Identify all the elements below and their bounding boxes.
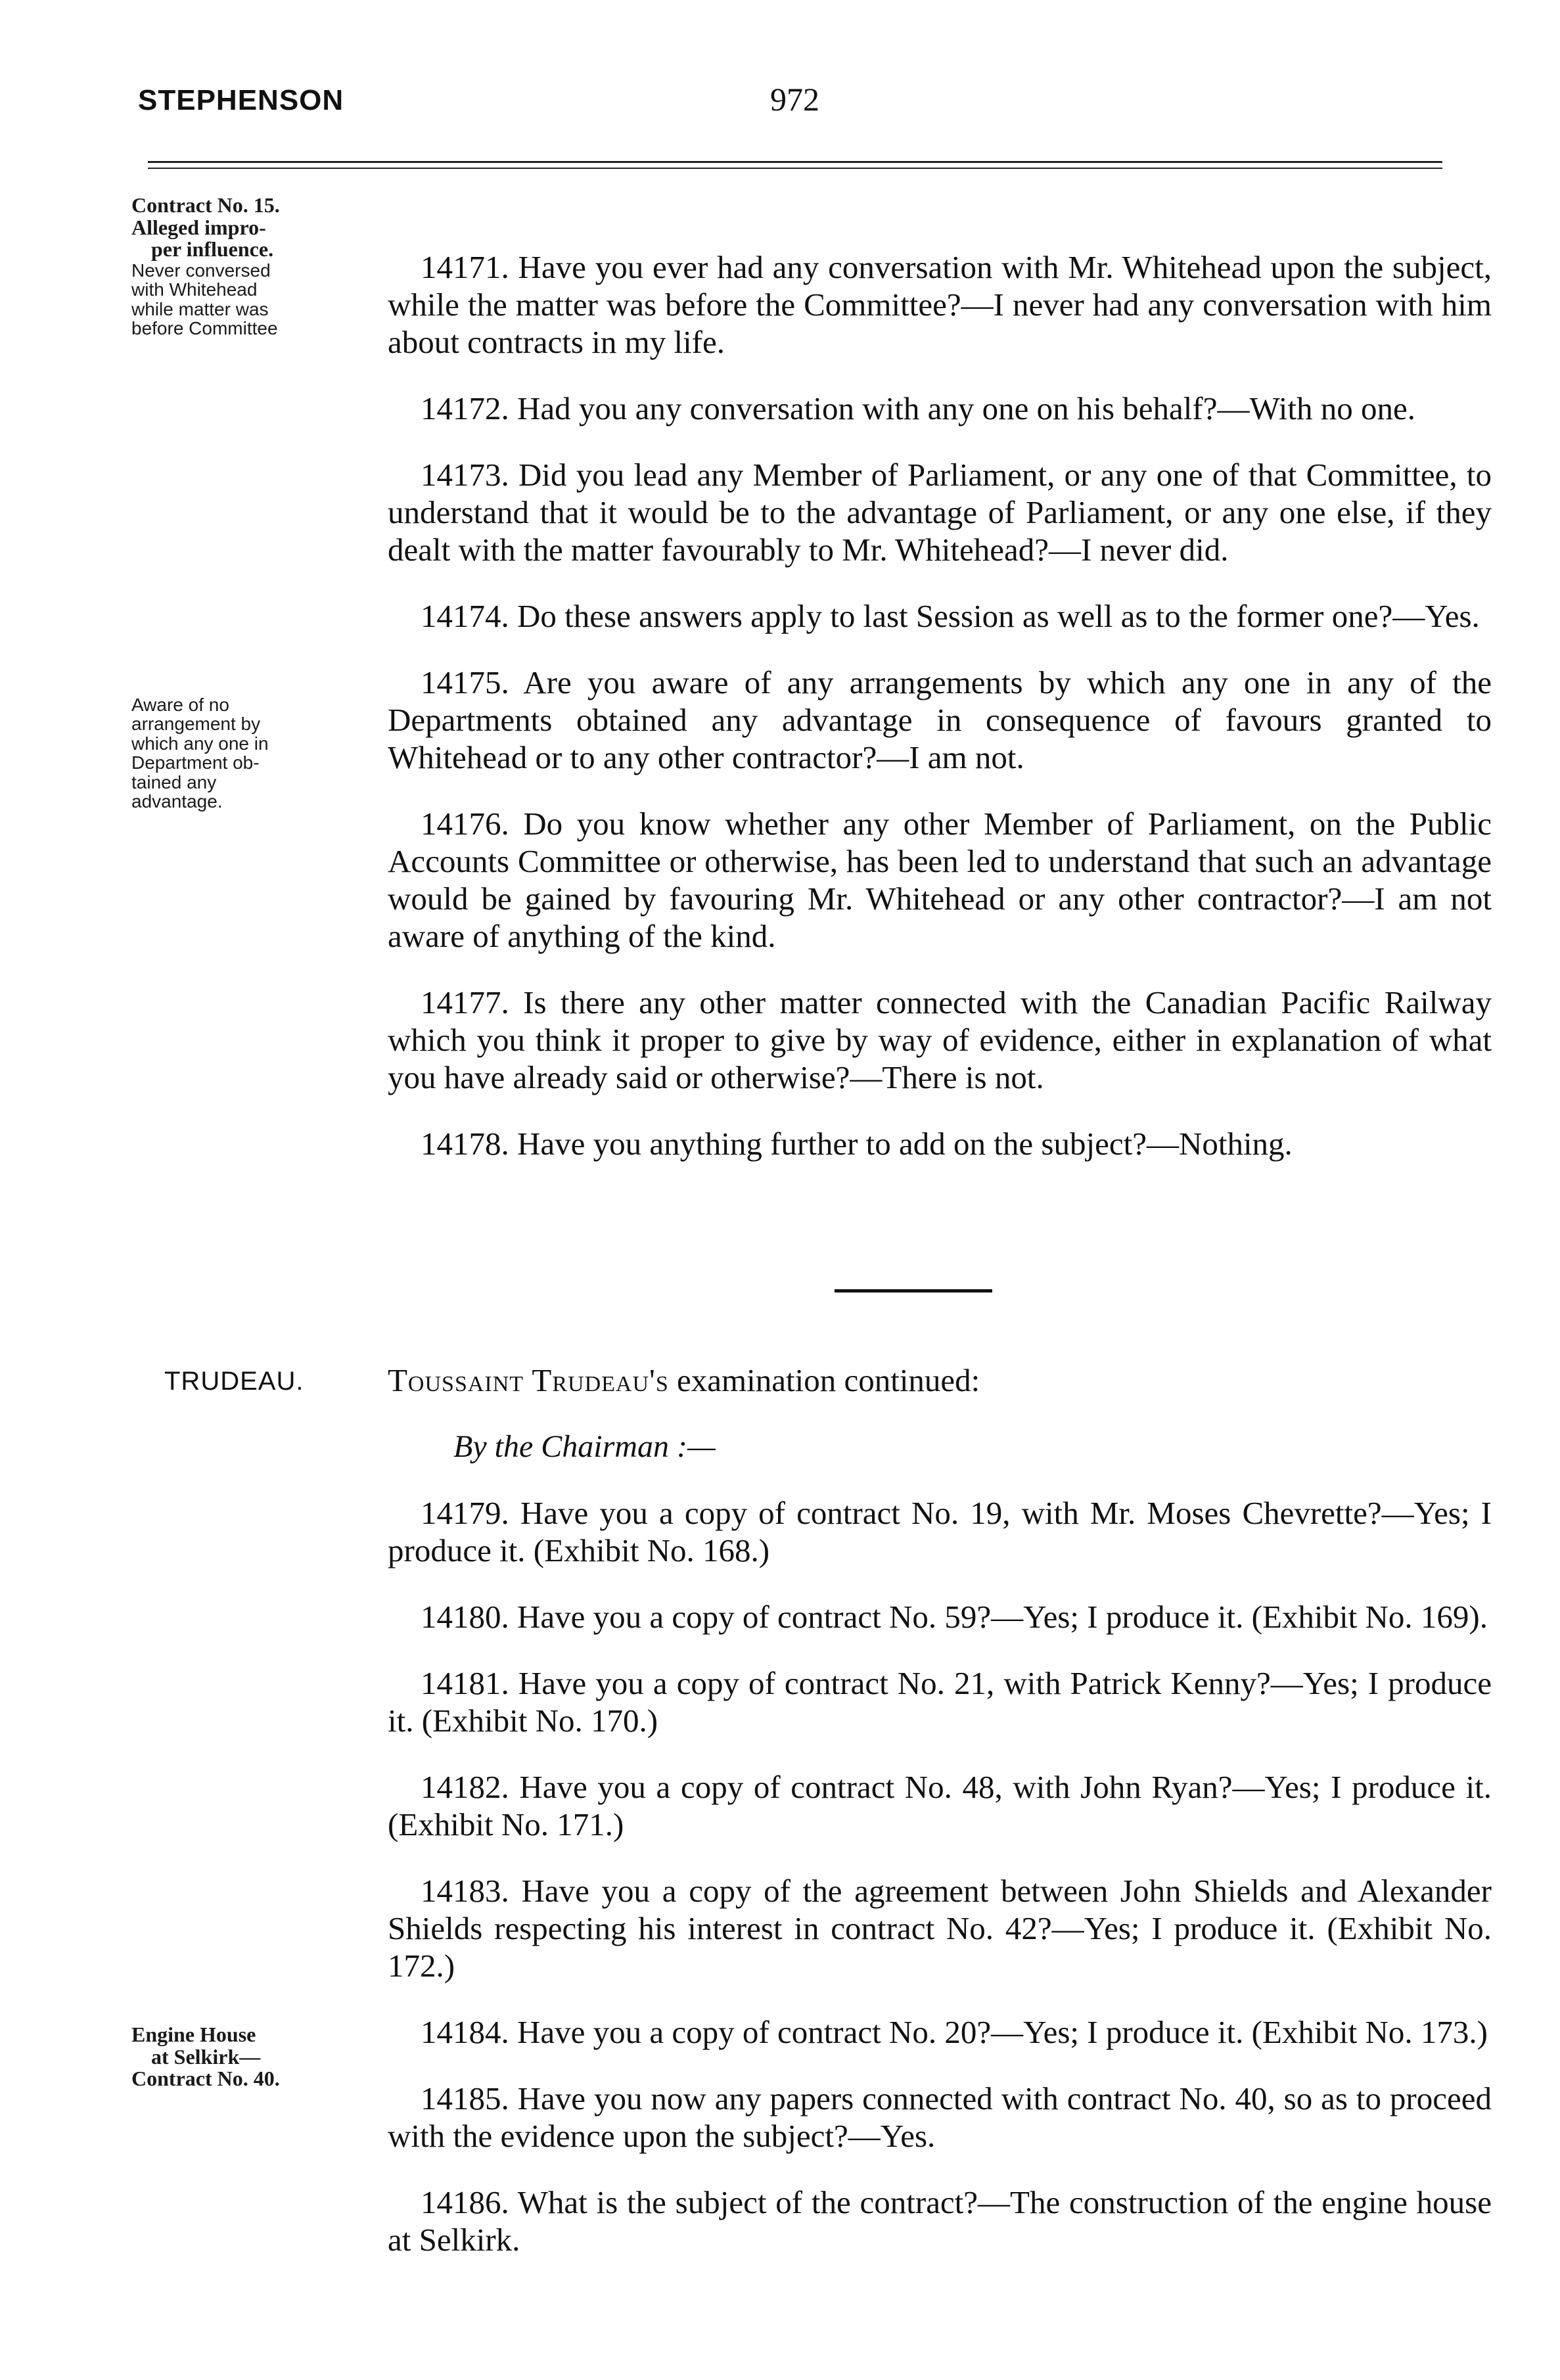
margin-note-contract-label: Contract No. 15. [131,193,280,217]
margin-note-alleged-label-2: per influence. [151,237,274,262]
question-14181: 14181. Have you a copy of contract No. 21, with Patrick Kenny?—Yes; I produce it. (Exhibit No. 170.) [388,1665,1492,1739]
margin-note-engine-1: Engine House [131,2023,256,2046]
question-14175: 14175. Are you aware of any arrangements by which any one in any of the Departments obtained any advantage in consequence of favours granted to Whitehead or to any other contractor?—I am not. [388,664,1492,775]
question-14177: 14177. Is there any other matter connected with the Canadian Pacific Railway which you think it proper to give by way of evidence, either in explanation of what you have already said or otherwise?—There is not. [388,984,1492,1095]
margin-note-never-2: with Whitehead [131,279,258,300]
header-rule-thin [148,168,1442,169]
question-14171: 14171. Have you ever had any conversation with Mr. Whitehead upon the subject, while the matter was before the Committee?—I never had any conversation with him about contracts in my life. [388,249,1492,360]
witness-full-name: Toussaint Trudeau's [388,1362,669,1398]
question-14183: 14183. Have you a copy of the agreement between John Shields and Alexander Shields respecting his interest in contract No. 42?—Yes; I produce it. (Exhibit No. 172.) [388,1873,1492,1984]
margin-note-contract [131,195,381,338]
question-14182: 14182. Have you a copy of contract No. 48, with John Ryan?—Yes; I produce it. (Exhibit No. 171.) [388,1769,1492,1842]
margin-note-aware-4: Department ob- [131,752,260,773]
question-14180: 14180. Have you a copy of contract No. 59?—Yes; I produce it. (Exhibit No. 169). [421,1599,1488,1635]
margin-note-engine-2: at Selkirk— [151,2044,261,2069]
margin-note-alleged-label: Alleged impro- [131,215,266,239]
page-number: 972 [770,81,819,118]
running-head: STEPHENSON [138,84,344,116]
question-14186: 14186. What is the subject of the contract?—The construction of the engine house at Selkirk. [388,2184,1492,2258]
witness-label: TRUDEAU. [164,1367,304,1396]
margin-note-aware [131,695,381,811]
header-rule [148,161,1442,163]
examination-heading [388,1362,1492,1399]
margin-note-never-4: before Committee [131,317,278,338]
margin-note-aware-1: Aware of no [131,695,229,715]
question-14185: 14185. Have you now any papers connected with contract No. 40, so as to proceed with the evidence upon the subject?—Yes. [388,2080,1492,2154]
question-14172: 14172. Had you any conversation with any one on his behalf?—With no one. [421,390,1415,426]
margin-note-aware-2: arrangement by [131,714,261,735]
trudeau-testimony [388,1362,1492,2287]
margin-note-engine-3: Contract No. 40. [131,2067,280,2091]
margin-note-aware-3: which any one in [131,733,269,754]
question-14176: 14176. Do you know whether any other Member of Parliament, on the Public Accounts Committee or otherwise, has been led to understand that such an advantage would be gained by favouring Mr. Whitehead or any other contractor?—I am not aware of anything of the kind. [388,806,1492,954]
examination-heading-rest: examination continued: [668,1362,980,1398]
question-14184: 14184. Have you a copy of contract No. 20?—Yes; I produce it. (Exhibit No. 173.) [421,2014,1488,2050]
by-the-chairman: By the Chairman :— [453,1429,716,1464]
stephenson-testimony [388,248,1492,1191]
margin-note-never-3: while matter was [131,298,269,319]
question-14174: 14174. Do these answers apply to last Session as well as to the former one?—Yes. [421,598,1480,634]
page-header [0,0,1560,177]
margin-note-never-1: Never conversed [131,260,271,281]
margin-note-aware-5: tained any [131,771,217,792]
section-divider [835,1289,992,1293]
question-14179: 14179. Have you a copy of contract No. 19, with Mr. Moses Chevrette?—Yes; I produce it. (Exhibit No. 168.) [388,1495,1492,1568]
margin-note-engine [131,2024,381,2090]
question-14173: 14173. Did you lead any Member of Parliament, or any one of that Committee, to understand that it would be to the advantage of Parliament, or any one else, if they dealt with the matter favourably to Mr. Whitehead?—I never did. [388,457,1492,568]
question-14178: 14178. Have you anything further to add on the subject?—Nothing. [421,1126,1293,1162]
margin-note-aware-6: advantage. [131,790,223,812]
